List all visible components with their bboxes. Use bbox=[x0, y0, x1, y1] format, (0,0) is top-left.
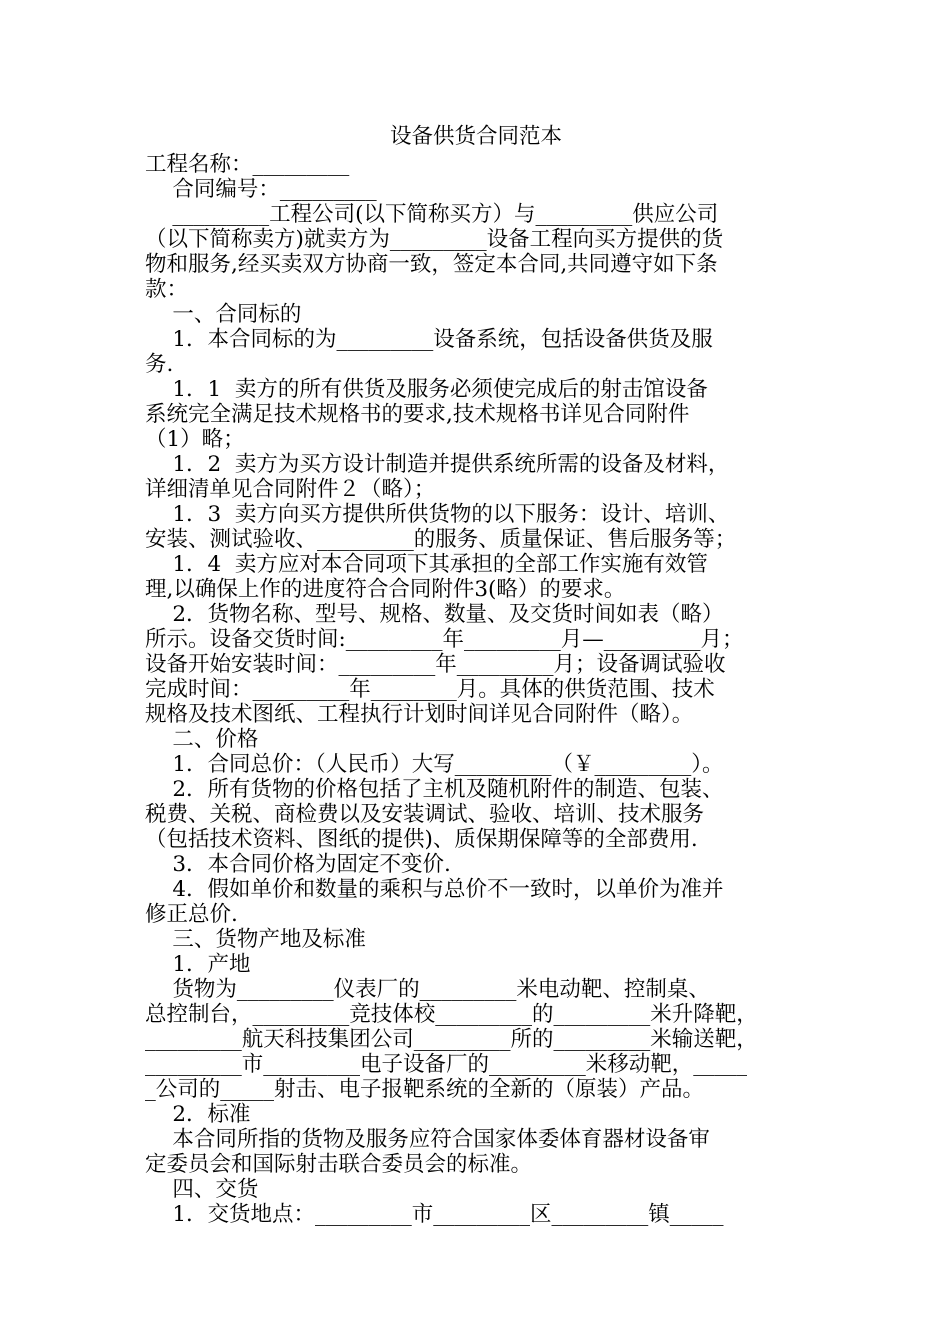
doc-line: 系统完全满足技术规格书的要求,技术规格书详见合同附件 bbox=[145, 402, 690, 427]
doc-line: 务. bbox=[145, 352, 174, 377]
doc-line: 1．4 卖方应对本合同项下其承担的全部工作实施有效管 bbox=[145, 552, 708, 577]
doc-line: 1．本合同标的为_________设备系统，包括设备供货及服 bbox=[145, 327, 713, 352]
doc-line: 1．2 卖方为买方设计制造并提供系统所需的设备及材料， bbox=[145, 452, 730, 477]
doc-line: _________工程公司(以下简称买方）与_________供应公司 bbox=[145, 202, 719, 227]
doc-line: 所示。设备交货时间:_________年_________月—_________月； bbox=[145, 627, 744, 652]
doc-line: 修正总价. bbox=[145, 902, 238, 927]
contract-document bbox=[145, 122, 807, 1227]
doc-line: 详细清单见合同附件２（略）； bbox=[145, 477, 436, 502]
section-heading: 一、合同标的 bbox=[145, 302, 302, 327]
doc-line: 完成时间：_________年________月。具体的供货范围、技术 bbox=[145, 677, 715, 702]
doc-line: 1．产地 bbox=[145, 952, 251, 977]
doc-line: 1．3 卖方向买方提供所供货物的以下服务：设计、培训、 bbox=[145, 502, 730, 527]
section-heading: 二、价格 bbox=[145, 727, 259, 752]
doc-line: 安装、测试验收、_________的服务、质量保证、售后服务等； bbox=[145, 527, 737, 552]
doc-line: 1．交货地点：_________市_________区_________镇_____ bbox=[145, 1202, 724, 1227]
doc-line: 2．标准 bbox=[145, 1102, 251, 1127]
doc-line: 1．1 卖方的所有供货及服务必须使完成后的射击馆设备 bbox=[145, 377, 708, 402]
doc-line: 款： bbox=[145, 277, 189, 302]
doc-line: _________市_________电子设备厂的_________米移动靶，_____ bbox=[145, 1052, 748, 1077]
doc-line: 本合同所指的货物及服务应符合国家体委体育器材设备审 bbox=[145, 1127, 710, 1152]
doc-line: 规格及技术图纸、工程执行计划时间详见合同附件（略）。 bbox=[145, 702, 694, 727]
document-title: 设备供货合同范本 bbox=[389, 124, 562, 149]
section-heading: 三、货物产地及标准 bbox=[145, 927, 366, 952]
doc-line: _公司的_____射击、电子报靶系统的全新的（原装）产品。 bbox=[145, 1077, 705, 1102]
doc-line: 1．合同总价：（人民币）大写_________（￥_________）。 bbox=[145, 752, 724, 777]
doc-line: 2．所有货物的价格包括了主机及随机附件的制造、包装、 bbox=[145, 777, 724, 802]
doc-line: 2．货物名称、型号、规格、数量、及交货时间如表（略） bbox=[145, 602, 724, 627]
doc-line: 总控制台，_________竞技体校_________的_________米升降靶， bbox=[145, 1002, 758, 1027]
doc-line: （包括技术资料、图纸的提供)、质保期保障等的全部费用. bbox=[145, 827, 698, 852]
doc-line: （以下简称卖方)就卖方为_________设备工程向买方提供的货 bbox=[145, 227, 724, 252]
doc-line: 定委员会和国际射击联合委员会的标准。 bbox=[145, 1152, 533, 1177]
doc-line: _________航天科技集团公司_________所的_________米输送靶， bbox=[145, 1027, 758, 1052]
doc-line: 物和服务,经买卖双方协商一致，签定本合同,共同遵守如下条 bbox=[145, 252, 718, 277]
doc-line: 3．本合同价格为固定不变价. bbox=[145, 852, 451, 877]
doc-line: （1）略； bbox=[145, 427, 245, 452]
doc-line: 货物为_________仪表厂的_________米电动靶、控制桌、 bbox=[145, 977, 710, 1002]
section-heading: 四、交货 bbox=[145, 1177, 259, 1202]
doc-line: 设备开始安装时间：_________年_________月；设备调试验收 bbox=[145, 652, 726, 677]
doc-line: 税费、关税、商检费以及安装调试、验收、培训、技术服务 bbox=[145, 802, 705, 827]
doc-line: 理,以确保上作的进度符合合同附件3(略）的要求。 bbox=[145, 577, 626, 602]
doc-line: 4．假如单价和数量的乘积与总价不一致时，以单价为准并 bbox=[145, 877, 724, 902]
doc-line: 合同编号：_________ bbox=[145, 177, 377, 202]
doc-line: 工程名称：_________ bbox=[145, 152, 350, 177]
